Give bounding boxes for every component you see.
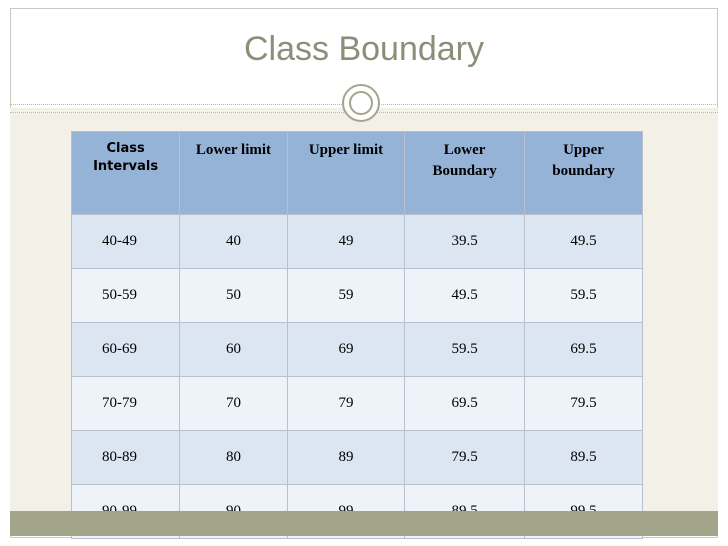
cell-class-interval: 70-79 [72, 377, 180, 431]
cell-lower-boundary: 59.5 [405, 323, 525, 377]
slide-title: Class Boundary [243, 30, 484, 68]
table-row [72, 323, 643, 377]
cell-lower-limit: 50 [180, 269, 288, 323]
cell-lower-limit: 70 [180, 377, 288, 431]
cell-lower-limit: 40 [180, 215, 288, 269]
header-upper-limit [287, 132, 404, 215]
table-header-row [72, 132, 643, 215]
cell-lower-limit: 80 [180, 431, 288, 485]
header-upper-boundary [525, 132, 643, 215]
cell-upper-limit: 69 [287, 323, 404, 377]
header-line: Lower [443, 142, 486, 158]
cell-upper-boundary: 49.5 [525, 215, 643, 269]
cell-upper-limit: 79 [287, 377, 404, 431]
circle-ornament-icon [342, 84, 380, 122]
header-line: boundary [552, 163, 615, 179]
cell-upper-boundary: 59.5 [525, 269, 643, 323]
table-row [72, 215, 643, 269]
cell-class-interval: 40-49 [72, 215, 180, 269]
header-line: Upper [563, 142, 604, 158]
table-row [72, 377, 643, 431]
cell-lower-boundary: 69.5 [405, 377, 525, 431]
cell-class-interval: 60-69 [72, 323, 180, 377]
footer-bar [10, 511, 718, 536]
header-line: Boundary [432, 163, 497, 179]
header-line: Intervals [93, 159, 159, 174]
cell-upper-limit: 89 [287, 431, 404, 485]
table-row [72, 269, 643, 323]
cell-upper-limit: 49 [287, 215, 404, 269]
cell-upper-boundary: 89.5 [525, 431, 643, 485]
header-lower-limit [180, 132, 288, 215]
cell-lower-boundary: 39.5 [405, 215, 525, 269]
cell-class-interval: 80-89 [72, 431, 180, 485]
header-line: Upper limit [308, 142, 384, 158]
header-class-intervals [72, 132, 180, 215]
cell-lower-limit: 60 [180, 323, 288, 377]
table-row [72, 431, 643, 485]
header-line: Class [106, 141, 145, 156]
header-line: Lower limit [195, 142, 272, 158]
cell-upper-boundary: 69.5 [525, 323, 643, 377]
cell-class-interval: 50-59 [72, 269, 180, 323]
cell-lower-boundary: 79.5 [405, 431, 525, 485]
cell-upper-limit: 59 [287, 269, 404, 323]
class-boundary-table [71, 131, 643, 539]
cell-lower-boundary: 49.5 [405, 269, 525, 323]
header-lower-boundary [405, 132, 525, 215]
cell-upper-boundary: 79.5 [525, 377, 643, 431]
